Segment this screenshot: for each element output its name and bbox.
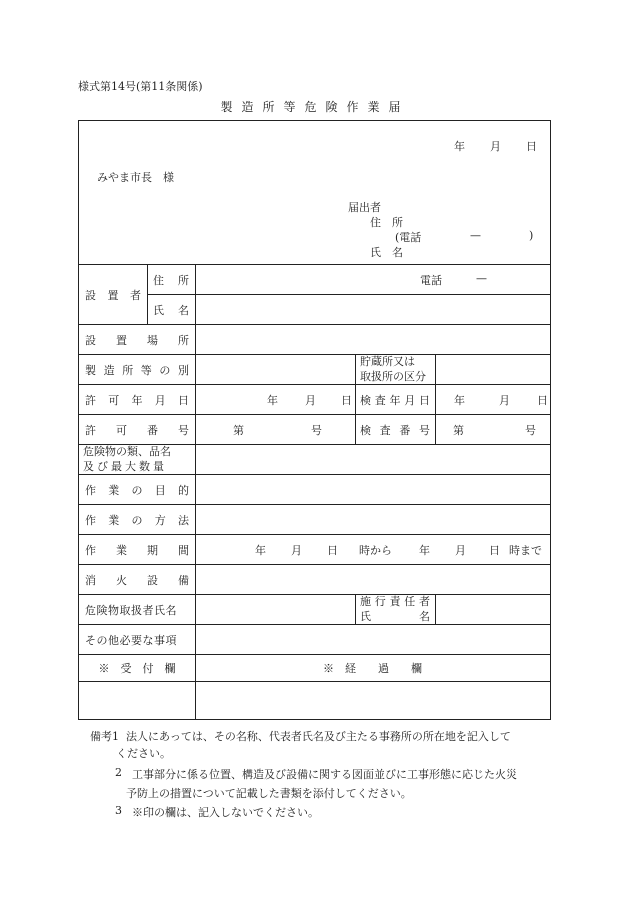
- facility-type-label: 製 造 所 等 の 別: [85, 364, 189, 377]
- notifier-label: 届出者: [348, 201, 381, 214]
- permit-month: 月: [305, 394, 316, 407]
- note-1-prefix: 備考1: [90, 730, 119, 743]
- header-day: 日: [526, 140, 537, 153]
- note-2-line-2: 予防上の措置について記載した書類を添付してください。: [126, 787, 412, 800]
- period-from-month: 月: [291, 544, 302, 557]
- period-from-time: 時から: [359, 544, 392, 557]
- period-to-month: 月: [455, 544, 466, 557]
- notifier-name-label: 氏 名: [370, 246, 403, 259]
- form-title: 製造所等危険作業届: [220, 100, 410, 114]
- other-label: その他必要な事項: [85, 634, 177, 647]
- fire-equipment-label: 消 火 設 備: [85, 574, 189, 587]
- inspection-number-suffix: 号: [525, 424, 536, 437]
- addressee: みやま市長 様: [97, 171, 174, 184]
- note-2-line-1: 工事部分に係る位置、構造及び設備に関する図面並びに工事形態に応じた火災: [132, 768, 517, 781]
- note-2-prefix: 2: [115, 766, 122, 779]
- period-label: 作 業 期 間: [85, 544, 189, 557]
- note-3-prefix: 3: [115, 804, 122, 817]
- notifier-address-label: 住 所: [370, 216, 403, 229]
- notifier-phone-close: ): [529, 229, 534, 242]
- inspection-month: 月: [499, 394, 510, 407]
- handler-label: 危険物取扱者氏名: [85, 604, 177, 617]
- installer-address-label: 住 所: [153, 274, 189, 287]
- progress-label: ※ 経 過 欄: [323, 662, 422, 675]
- reception-label: ※ 受 付 欄: [98, 662, 176, 675]
- form-table: [78, 120, 551, 720]
- header-month: 月: [490, 140, 501, 153]
- form-number: 様式第14号(第11条関係): [78, 80, 203, 93]
- installer-name-label: 氏 名: [153, 304, 189, 317]
- installer-phone-label: 電話: [420, 274, 442, 287]
- inspection-date-label: 検 査 年 月 日: [360, 394, 430, 407]
- permit-year: 年: [267, 394, 278, 407]
- note-1-line-2: ください。: [116, 747, 171, 760]
- method-label: 作 業 の 方 法: [85, 514, 189, 527]
- inspection-number-prefix: 第: [453, 424, 464, 437]
- permit-number-prefix: 第: [233, 424, 244, 437]
- period-to-time: 時まで: [509, 544, 542, 557]
- purpose-label: 作 業 の 目 的: [85, 484, 189, 497]
- notifier-phone-dash: —: [470, 229, 481, 242]
- location-label: 設 置 場 所: [85, 334, 189, 347]
- period-to-day: 日: [489, 544, 500, 557]
- period-from-year: 年: [255, 544, 266, 557]
- permit-day: 日: [341, 394, 352, 407]
- manager-label: 施 行 責 任 者 氏 名: [360, 595, 430, 623]
- installer-phone-dash: —: [476, 272, 487, 285]
- permit-number-label: 許 可 番 号: [85, 424, 189, 437]
- note-3-line-1: ※印の欄は、記入しないでください。: [132, 806, 319, 819]
- period-to-year: 年: [419, 544, 430, 557]
- notifier-phone-label: (電話: [395, 231, 422, 244]
- installer-label: 設 置 者: [85, 289, 141, 302]
- note-1-line-1: 法人にあっては、その名称、代表者氏名及び主たる事務所の所在地を記入して: [126, 730, 511, 743]
- inspection-year: 年: [454, 394, 465, 407]
- inspection-day: 日: [537, 394, 548, 407]
- permit-date-label: 許 可 年 月 日: [85, 394, 189, 407]
- header-year: 年: [454, 140, 465, 153]
- storage-category-label: 貯蔵所又は 取扱所の区分: [360, 355, 426, 383]
- period-from-day: 日: [327, 544, 338, 557]
- permit-number-suffix: 号: [311, 424, 322, 437]
- hazard-label: 危険物の類、品名 及び最大数量: [83, 445, 171, 473]
- inspection-number-label: 検 査 番 号: [360, 424, 430, 437]
